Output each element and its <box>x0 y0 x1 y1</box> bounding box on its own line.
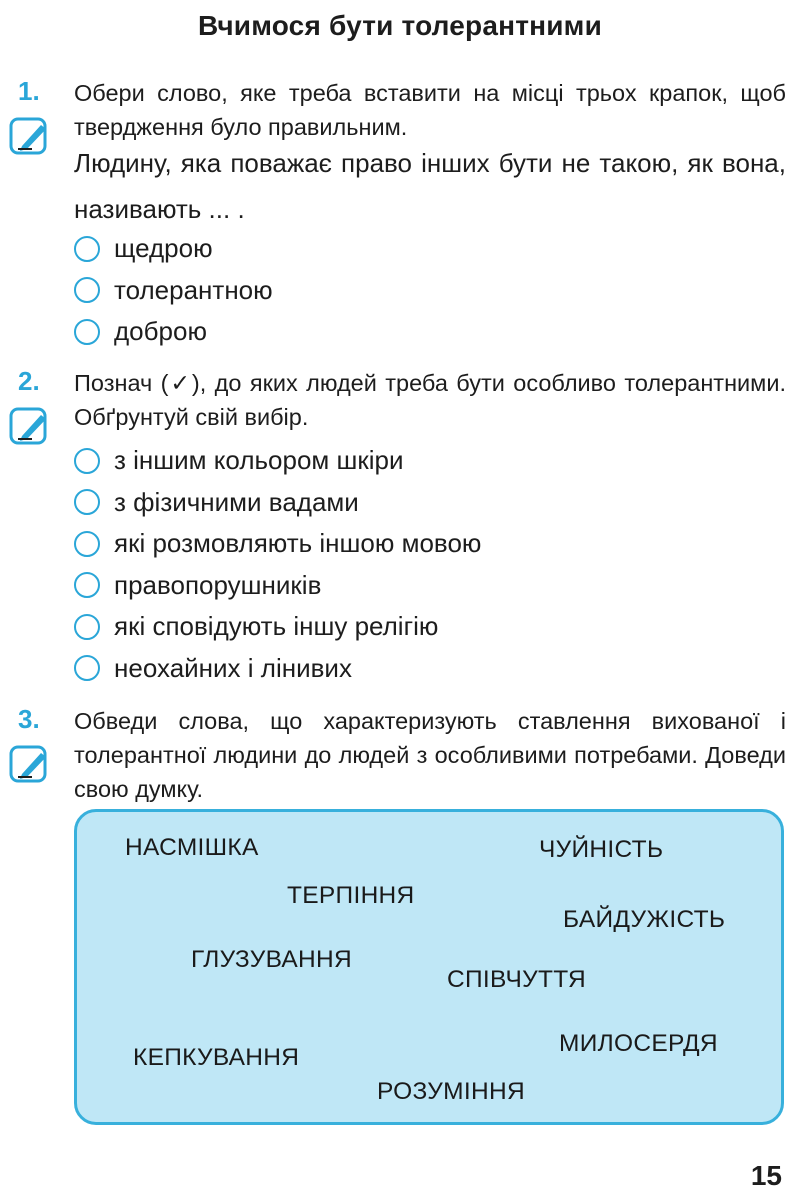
word-item[interactable]: НАСМІШКА <box>125 834 259 861</box>
option-label: неохайних і лінивих <box>114 652 352 683</box>
task-2-option[interactable] <box>74 606 481 648</box>
radio-circle[interactable] <box>74 236 100 262</box>
word-item[interactable]: БАЙДУЖІСТЬ <box>563 906 726 933</box>
task-1-statement: Людину, яка поважає право інших бути не такою, як вона, називають ... . <box>74 148 786 224</box>
task-1-instruction: Обери слово, яке треба вставити на місці трьох крапок, щоб твердження було правильним. <box>74 80 786 140</box>
task-2-instruction: Познач (✓), до яких людей треба бути особливо толерантними. Обґрунтуй свій вибір. <box>74 370 786 430</box>
checkbox-circle[interactable] <box>74 572 100 598</box>
checkbox-circle[interactable] <box>74 448 100 474</box>
word-item[interactable]: ЧУЙНІСТЬ <box>539 836 664 863</box>
page-number: 15 <box>750 1160 782 1191</box>
option-label: толерантною <box>114 274 273 305</box>
task-3-instruction: Обведи слова, що характеризують ставлення вихованої і толерантної людини до людей з особливими потребами. Доведи свою думку. <box>74 708 786 802</box>
option-label: правопорушників <box>114 569 322 600</box>
word-item[interactable]: ГЛУЗУВАННЯ <box>191 946 353 973</box>
word-box <box>74 809 784 1125</box>
task-2-option[interactable] <box>74 565 481 607</box>
option-label: з іншим кольором шкіри <box>114 445 404 476</box>
checkbox-circle[interactable] <box>74 489 100 515</box>
task-2-option[interactable] <box>74 440 481 482</box>
word-item[interactable]: РОЗУМІННЯ <box>377 1078 525 1105</box>
page-title: Вчимося бути толерантними <box>197 10 603 41</box>
option-label: щедрою <box>114 233 213 264</box>
task-2-option[interactable] <box>74 523 481 565</box>
radio-circle[interactable] <box>74 277 100 303</box>
task-1-number: 1. <box>18 76 40 106</box>
task-3-number: 3. <box>18 704 40 734</box>
task-1-options <box>74 228 273 353</box>
checkbox-circle[interactable] <box>74 655 100 681</box>
radio-circle[interactable] <box>74 319 100 345</box>
task-2-option[interactable] <box>74 648 481 690</box>
word-item[interactable]: СПІВЧУТТЯ <box>447 966 587 993</box>
checkbox-circle[interactable] <box>74 614 100 640</box>
task-1-option[interactable] <box>74 311 273 353</box>
pencil-notebook-icon <box>8 116 50 156</box>
task-1-option[interactable] <box>74 270 273 312</box>
task-1-option[interactable] <box>74 228 273 270</box>
word-item[interactable]: ТЕРПІННЯ <box>287 882 415 909</box>
task-2-option[interactable] <box>74 482 481 524</box>
option-label: які сповідують іншу релігію <box>114 611 439 642</box>
option-label: які розмовляють іншою мовою <box>114 528 482 559</box>
word-item[interactable]: КЕПКУВАННЯ <box>133 1044 300 1071</box>
option-label: з фізичними вадами <box>114 486 359 517</box>
checkbox-circle[interactable] <box>74 531 100 557</box>
option-label: доброю <box>114 316 207 347</box>
task-2-options <box>74 440 481 689</box>
task-2-number: 2. <box>18 366 40 396</box>
pencil-notebook-icon <box>8 406 50 446</box>
word-item[interactable]: МИЛОСЕРДЯ <box>559 1030 718 1057</box>
pencil-notebook-icon <box>8 744 50 784</box>
